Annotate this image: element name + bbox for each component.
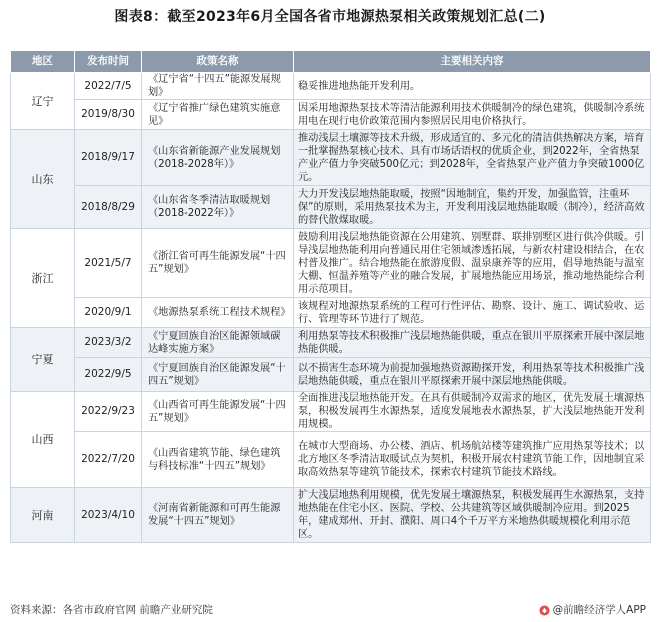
table-row bbox=[11, 298, 651, 328]
date-cell: 2022/7/20 bbox=[75, 432, 142, 488]
content-cell: 全面推进浅层地热能开发。在具有供暖制冷双需求的地区，优先发展土壤源热泵，积极发展再生水源热泵，适度发展地表水源热泵，扩大浅层地热能开发利用规模。 bbox=[294, 392, 651, 432]
date-cell: 2018/9/17 bbox=[75, 130, 142, 186]
policy-name-cell: 《地源热泵系统工程技术规程》 bbox=[142, 298, 294, 328]
policy-name-cell: 《山东省新能源产业发展规划（2018-2028年）》 bbox=[142, 130, 294, 186]
date-cell: 2021/5/7 bbox=[75, 229, 142, 298]
table-row bbox=[11, 73, 651, 100]
region-cell: 宁夏 bbox=[11, 328, 75, 392]
policy-name-cell: 《山东省冬季清洁取暖规划（2018-2022年）》 bbox=[142, 186, 294, 229]
date-cell: 2020/9/1 bbox=[75, 298, 142, 328]
qianzhan-logo-icon bbox=[539, 605, 550, 616]
content-cell: 该规程对地源热泵系统的工程可行性评估、勘察、设计、施工、调试验收、运行、管理等环节进行了规范。 bbox=[294, 298, 651, 328]
date-cell: 2022/9/23 bbox=[75, 392, 142, 432]
policy-name-cell: 《浙江省可再生能源发展“十四五”规划》 bbox=[142, 229, 294, 298]
policy-name-cell: 《宁夏回族自治区能源发展“十四五”规划》 bbox=[142, 358, 294, 392]
date-cell: 2019/8/30 bbox=[75, 100, 142, 130]
brand-label: @前瞻经济学人APP bbox=[552, 604, 646, 616]
table-row bbox=[11, 432, 651, 488]
policy-table bbox=[10, 50, 651, 543]
content-cell: 以不损害生态环境为前提加强地热资源勘探开发，利用热泵等技术积极推广浅层地热能供暖，重点在银川平原探索开展中深层地热能供暖。 bbox=[294, 358, 651, 392]
region-cell: 河南 bbox=[11, 488, 75, 543]
table-row bbox=[11, 488, 651, 543]
policy-name-cell: 《河南省新能源和可再生能源发展“十四五”规划》 bbox=[142, 488, 294, 543]
table-row bbox=[11, 229, 651, 298]
header-policy-name: 政策名称 bbox=[142, 51, 294, 73]
content-cell: 推动浅层土壤源等技术升级，形成适宜的、多元化的清洁供热解决方案，培育一批掌握热泵核心技术、具有市场话语权的优质企业，到2022年，全省热泵产业产值力争突破500亿元；到2028年，全省热泵产业产值力争突破1000亿元。 bbox=[294, 130, 651, 186]
content-cell: 稳妥推进地热能开发利用。 bbox=[294, 73, 651, 100]
date-cell: 2022/9/5 bbox=[75, 358, 142, 392]
content-cell: 因采用地源热泵技术等清洁能源利用技术供暖制冷的绿色建筑，供暖制冷系统用电在现行电价政策范围内参照居民用电价格执行。 bbox=[294, 100, 651, 130]
table-row bbox=[11, 100, 651, 130]
table-header-row bbox=[11, 51, 651, 73]
content-cell: 大力开发浅层地热能取暖，按照“因地制宜，集约开发，加强监管，注重环保”的原则，采用热泵技术为主，开发利用浅层地热能取暖（制冷），经济高效的替代散煤取暖。 bbox=[294, 186, 651, 229]
chart-title: 图表8：截至2023年6月全国各省市地源热泵相关政策规划汇总(二) bbox=[114, 9, 546, 25]
header-region: 地区 bbox=[11, 51, 75, 73]
region-cell: 山西 bbox=[11, 392, 75, 488]
policy-name-cell: 《山西省建筑节能、绿色建筑与科技标准“十四五”规划》 bbox=[142, 432, 294, 488]
table-row bbox=[11, 358, 651, 392]
brand bbox=[539, 603, 646, 617]
region-cell: 山东 bbox=[11, 130, 75, 229]
region-cell: 浙江 bbox=[11, 229, 75, 328]
policy-name-cell: 《辽宁省“十四五”能源发展规划》 bbox=[142, 73, 294, 100]
date-cell: 2023/3/2 bbox=[75, 328, 142, 358]
policy-name-cell: 《辽宁省推广绿色建筑实施意见》 bbox=[142, 100, 294, 130]
content-cell: 利用热泵等技术积极推广浅层地热能供暖，重点在银川平原探索开展中深层地热能供暖。 bbox=[294, 328, 651, 358]
header-content: 主要相关内容 bbox=[294, 51, 651, 73]
date-cell: 2018/8/29 bbox=[75, 186, 142, 229]
policy-name-cell: 《宁夏回族自治区能源领域碳达峰实施方案》 bbox=[142, 328, 294, 358]
content-cell: 在城市大型商场、办公楼、酒店、机场航站楼等建筑推广应用热泵等技术；以北方地区冬季清洁取暖试点为契机，积极开展农村建筑节能工作，因地制宜采取高效热泵等建筑节能技术，探索农村建筑节能技术路线。 bbox=[294, 432, 651, 488]
source-note: 资料来源：各省市政府官网 前瞻产业研究院 bbox=[10, 604, 213, 616]
footer bbox=[10, 603, 650, 617]
header-date: 发布时间 bbox=[75, 51, 142, 73]
table-row bbox=[11, 328, 651, 358]
date-cell: 2023/4/10 bbox=[75, 488, 142, 543]
table-body bbox=[11, 73, 651, 543]
content-cell: 扩大浅层地热利用规模，优先发展土壤源热泵，积极发展再生水源热泵，支持地热能在住宅小区、医院、学校、公共建筑等区域供暖制冷应用。到2025年，建成郑州、开封、濮阳、周口4个千万平方米地热供暖规模化利用示范区。 bbox=[294, 488, 651, 543]
date-cell: 2022/7/5 bbox=[75, 73, 142, 100]
region-cell: 辽宁 bbox=[11, 73, 75, 130]
table-row bbox=[11, 392, 651, 432]
table-row bbox=[11, 130, 651, 186]
content-cell: 鼓励利用浅层地热能资源在公用建筑、别墅群、联排别墅区进行供冷供暖。引导浅层地热能利用向普通民用住宅领域渗透拓展，与新农村建设相结合，在农村普及推广。结合地热能在旅游度假、温泉康养等的应用，倡导地热能与温室大棚、恒温养殖等产业的融合发展，扩展地热能应用场景，推动地热能综合利用示范项目。 bbox=[294, 229, 651, 298]
table-row bbox=[11, 186, 651, 229]
policy-name-cell: 《山西省可再生能源发展“十四五”规划》 bbox=[142, 392, 294, 432]
